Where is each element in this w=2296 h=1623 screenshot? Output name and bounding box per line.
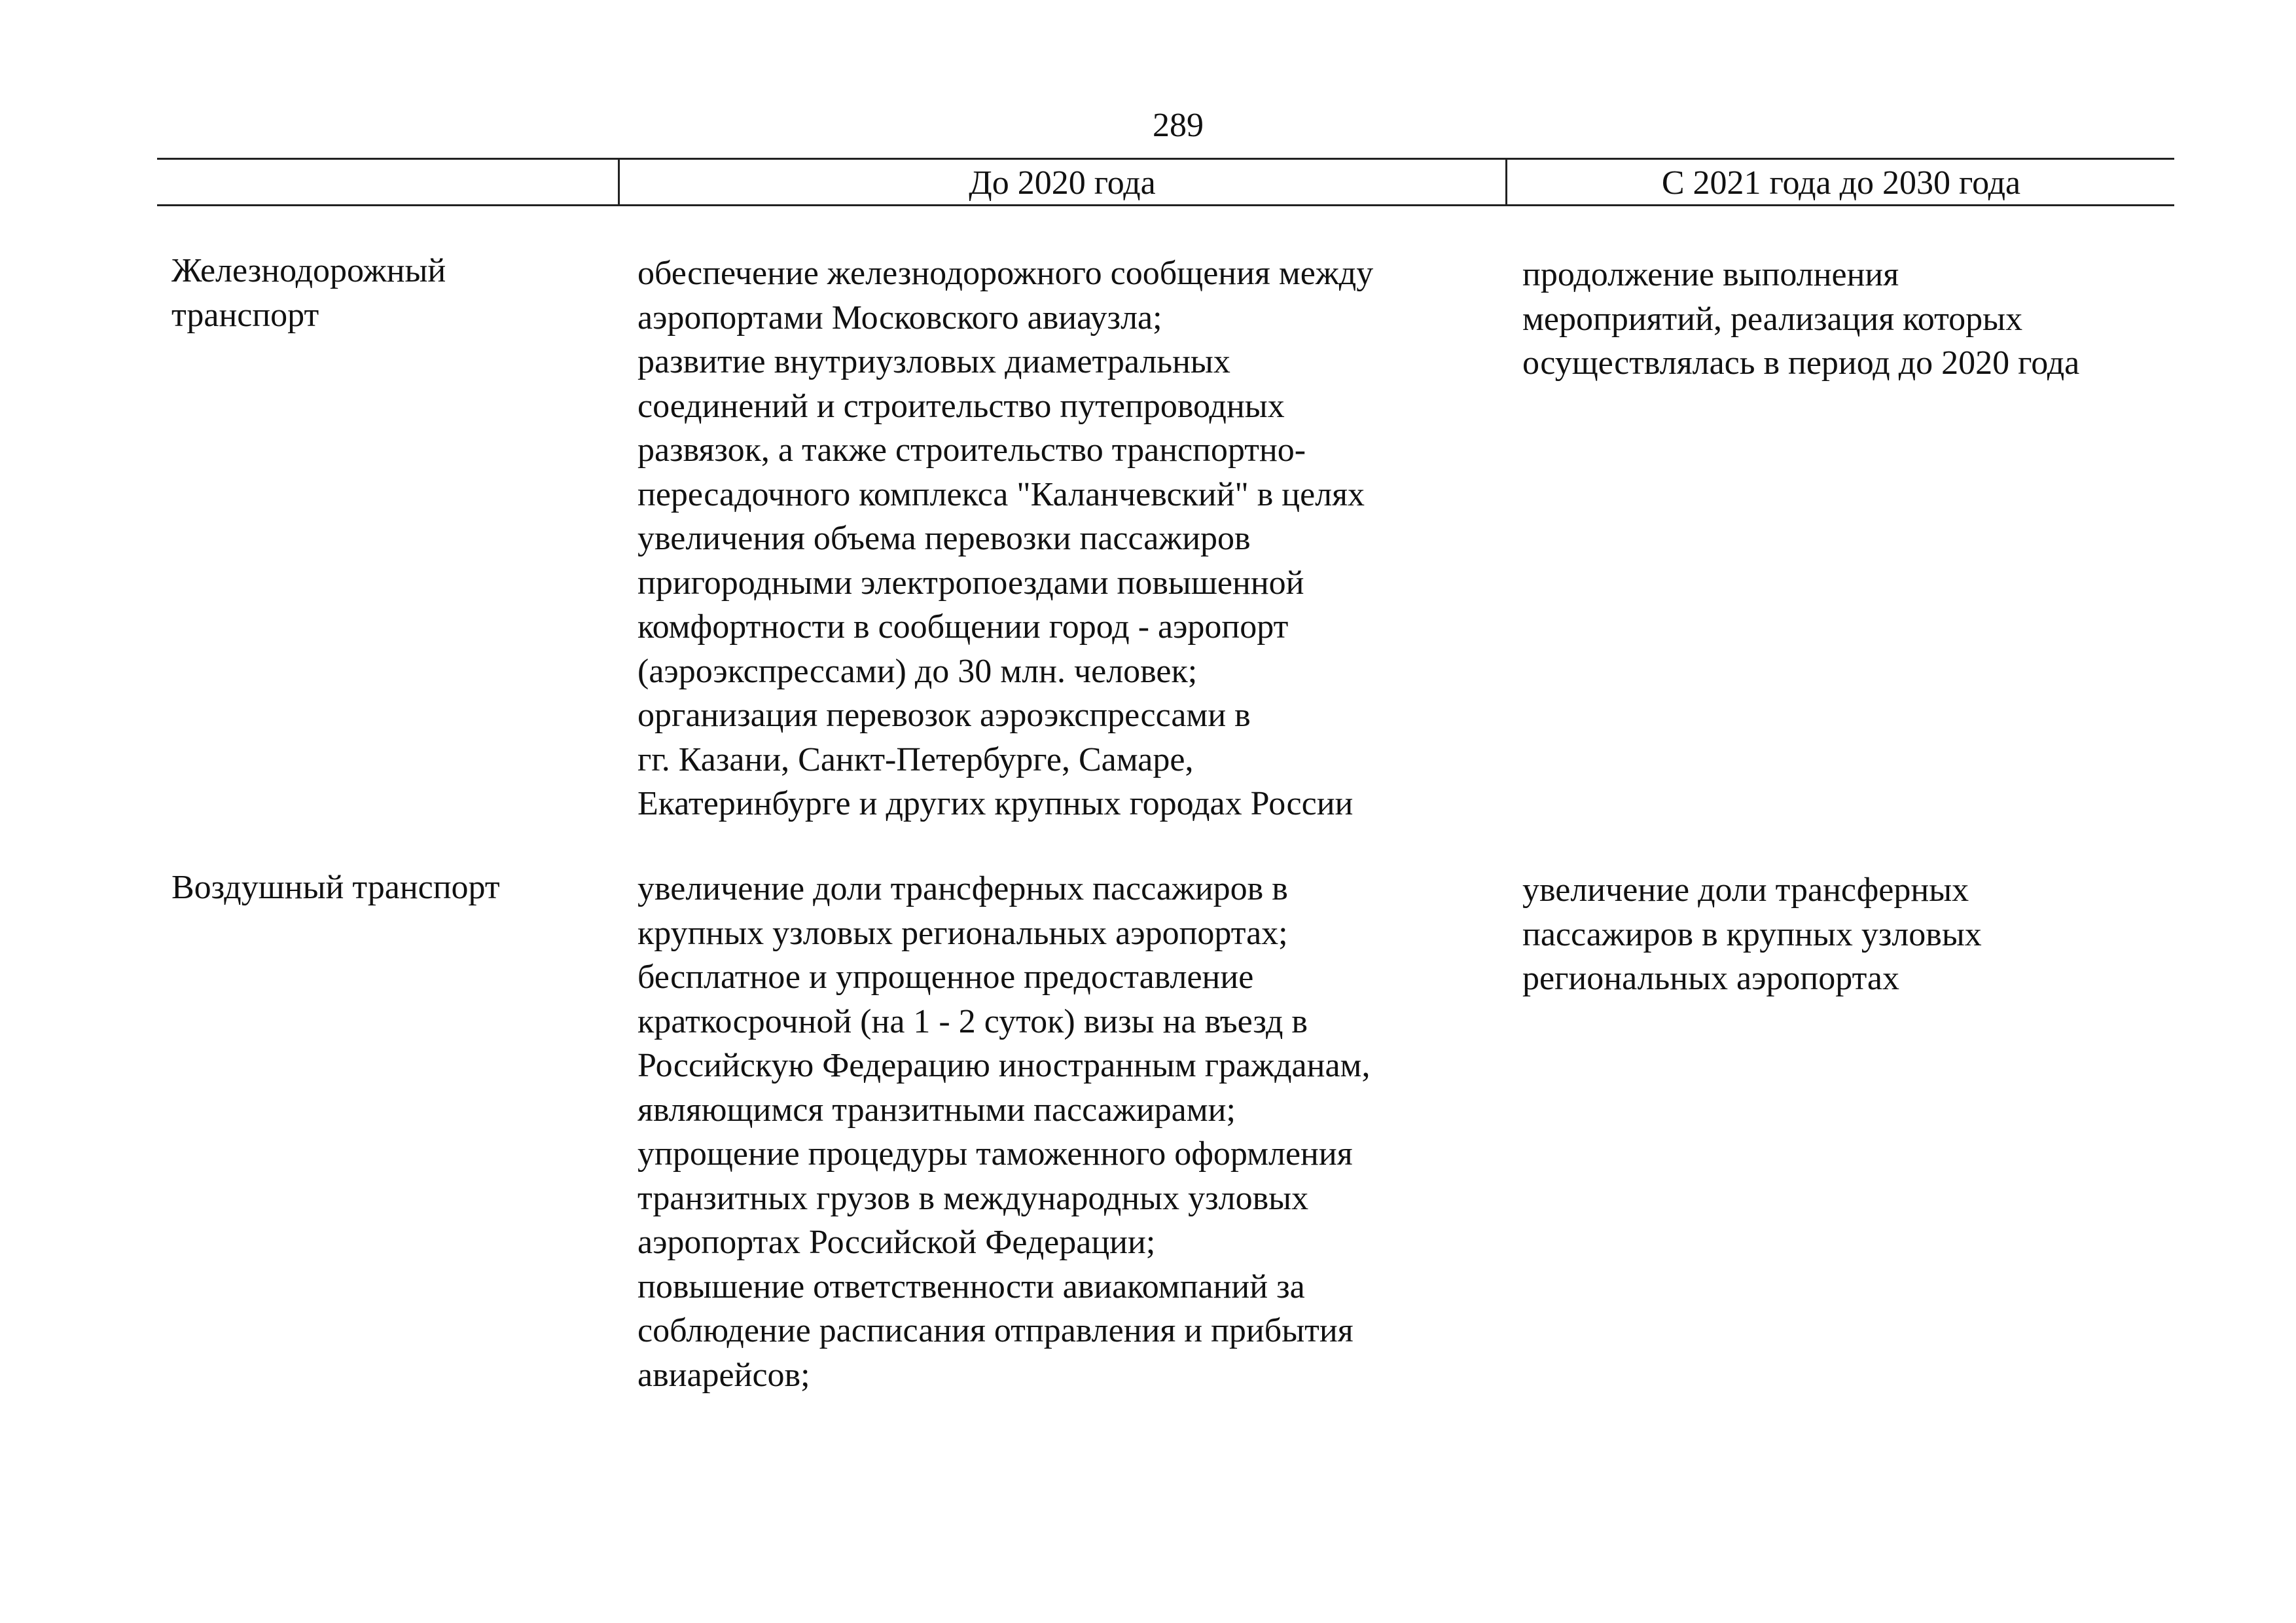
- row-2021-2030: увеличение доли трансферных пассажиров в крупных узловых региональных аэропортах: [1522, 871, 1982, 997]
- row-category: Железнодорожный транспорт: [171, 252, 446, 334]
- table-top-rule: [157, 158, 2174, 160]
- page-number: 289: [1153, 107, 1204, 144]
- row-until-2020: обеспечение железнодорожного сообщения между аэропортами Московского авиаузла; развитие внутриузловых диаметральных соединений и строительство путепроводных развязок, а также строительство транспортно- пересадочного комплекса "Каланчевский" в целях увеличения объема перевозки пассажиров пригородными электропоездами повышенной комфортности в сообщении город - аэропорт (аэроэкспрессами) до 30 млн. человек; организация перевозок аэроэкспрессами в гг. Казани, Санкт-Петербурге, Самаре, Екатеринбурге и других крупных городах России: [637, 255, 1374, 822]
- header-2021-2030-column: С 2021 года до 2030 года: [1661, 164, 2021, 202]
- row-category: Воздушный транспорт: [171, 869, 500, 906]
- header-divider-2: [1505, 159, 1507, 205]
- row-until-2020: увеличение доли трансферных пассажиров в крупных узловых региональных аэропортах; бесплатное и упрощенное предоставление краткосрочной (на 1 - 2 суток) визы на въезд в Российскую Федерацию иностранным гражданам, являющимся транзитными пассажирами; упрощение процедуры таможенного оформления транзитных грузов в международных узловых аэропортах Российской Федерации; повышение ответственности авиакомпаний за соблюдение расписания отправления и прибытия авиарейсов;: [637, 870, 1371, 1394]
- table-header-bottom-rule: [157, 204, 2174, 206]
- header-until-2020-column: До 2020 года: [969, 164, 1156, 202]
- row-2021-2030: продолжение выполнения мероприятий, реализация которых осуществлялась в период до 2020 года: [1522, 256, 2080, 382]
- header-divider-1: [618, 159, 620, 205]
- header-category-column: [157, 162, 615, 204]
